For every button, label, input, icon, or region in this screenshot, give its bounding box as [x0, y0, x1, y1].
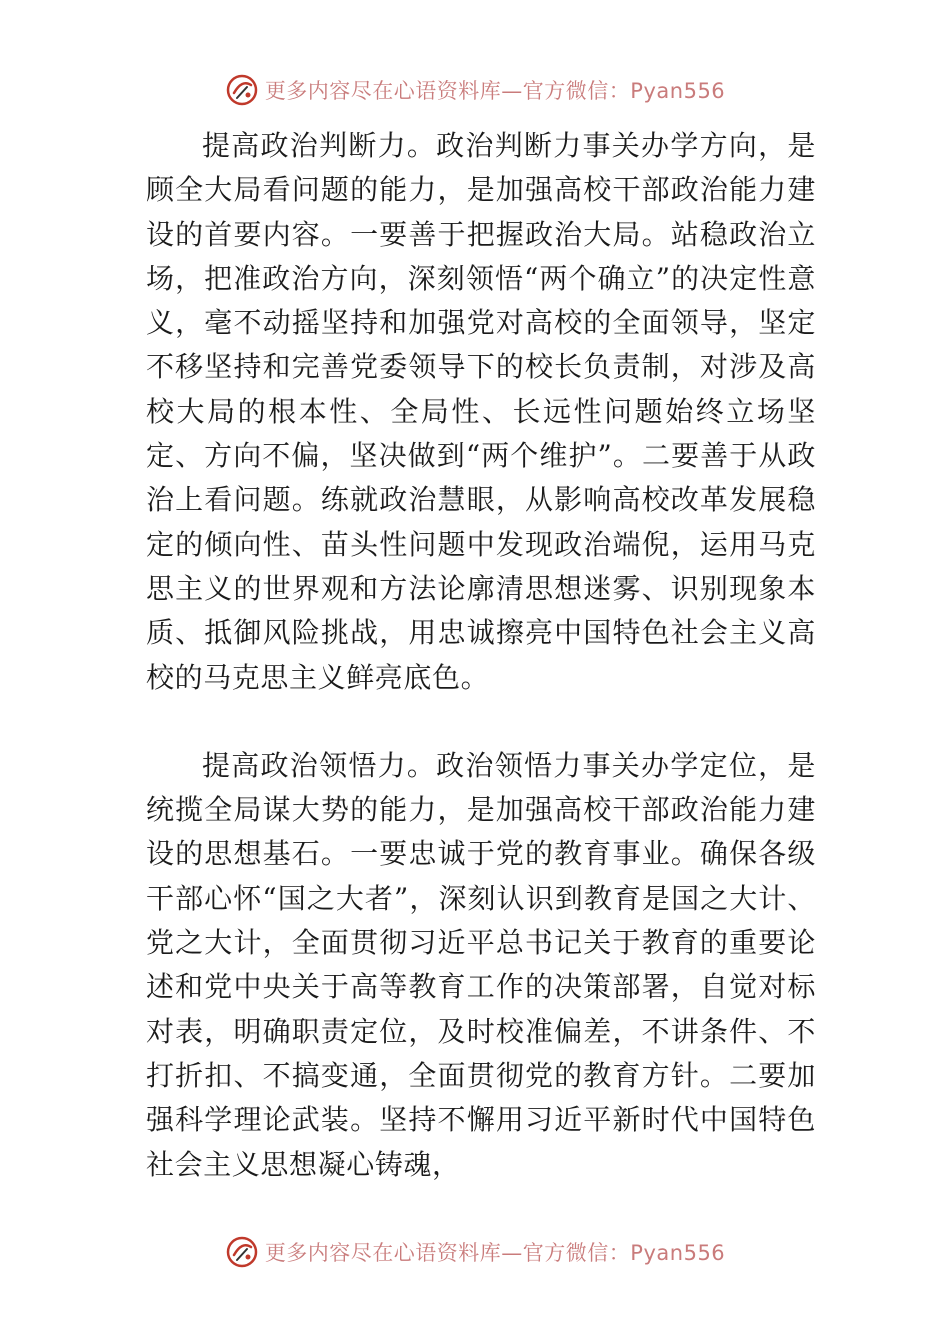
- footer-banner: [0, 1230, 950, 1274]
- header-banner: [0, 68, 950, 112]
- banner-text: 更多内容尽在心语资料库—官方微信：Pyan556: [264, 79, 726, 103]
- paragraph-political-judgment: 提高政治判断力。政治判断力事关办学方向，是顾全大局看问题的能力，是加强高校干部政治能力建设的首要内容。一要善于把握政治大局。站稳政治立场，把准政治方向，深刻领悟“两个确立”的决定性意义，毫不动摇坚持和加强党对高校的全面领导，坚定不移坚持和完善党委领导下的校长负责制，对涉及高校大局的根本性、全局性、长远性问题始终立场坚定、方向不偏，坚决做到“两个维护”。二要善于从政治上看问题。练就政治慧眼，从影响高校改革发展稳定的倾向性、苗头性问题中发现政治端倪，运用马克思主义的世界观和方法论廓清思想迷雾、识别现象本质、抵御风险挑战，用忠诚擦亮中国特色社会主义高校的马克思主义鲜亮底色。: [146, 129, 816, 694]
- brand-logo-icon: [225, 1235, 259, 1269]
- document-body: [146, 124, 816, 1187]
- brand-logo-icon: [225, 73, 259, 107]
- banner-text: 更多内容尽在心语资料库—官方微信：Pyan556: [264, 1241, 726, 1265]
- paragraph-political-comprehension: 提高政治领悟力。政治领悟力事关办学定位，是统揽全局谋大势的能力，是加强高校干部政治能力建设的思想基石。一要忠诚于党的教育事业。确保各级干部心怀“国之大者”，深刻认识到教育是国之大计、党之大计，全面贯彻习近平总书记关于教育的重要论述和党中央关于高等教育工作的决策部署，自觉对标对表，明确职责定位，及时校准偏差，不讲条件、不打折扣、不搞变通，全面贯彻党的教育方针。二要加强科学理论武装。坚持不懈用习近平新时代中国特色社会主义思想凝心铸魂，: [146, 748, 816, 1181]
